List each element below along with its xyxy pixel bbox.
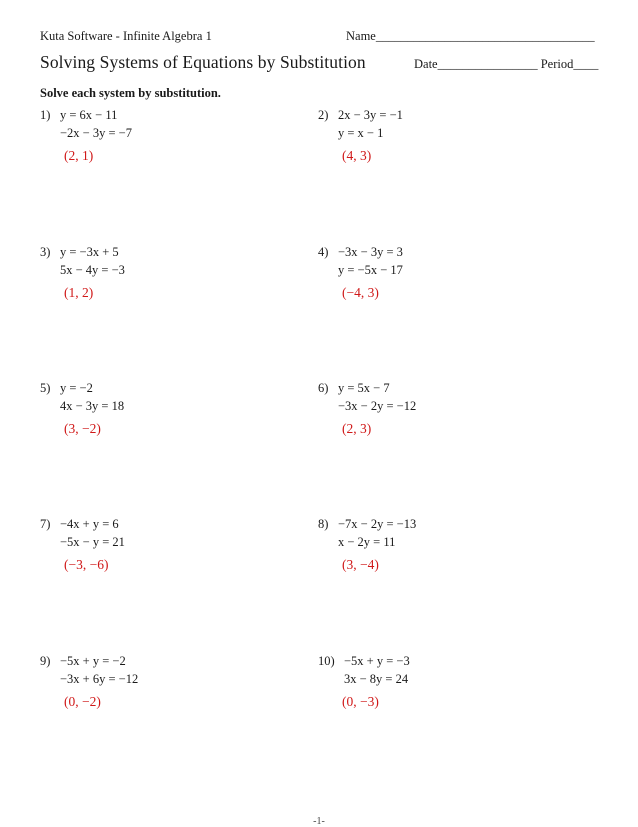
equation-1: −3x − 3y = 3 [338,245,403,259]
equation-1: −4x + y = 6 [60,517,119,531]
software-label: Kuta Software - Infinite Algebra 1 [40,29,212,43]
equation-2: −3x − 2y = −12 [338,399,417,413]
name-field: Name___________________________________ [346,29,595,43]
equation-2: −5x − y = 21 [60,535,125,549]
answer: (0, −3) [342,694,379,709]
equation-2: −3x + 6y = −12 [60,672,139,686]
problem-number: 9) [40,654,51,668]
equation-2: 3x − 8y = 24 [344,672,409,686]
equation-1: y = −2 [60,381,93,395]
equation-2: −2x − 3y = −7 [60,126,132,140]
problem-number: 2) [318,108,329,122]
equation-2: y = x − 1 [338,126,384,140]
problem-number: 8) [318,517,329,531]
equation-1: y = 5x − 7 [338,381,390,395]
instructions: Solve each system by substitution. [40,86,221,100]
equation-1: y = −3x + 5 [60,245,119,259]
equation-2: y = −5x − 17 [338,263,403,277]
answer: (3, −2) [64,421,101,436]
problem-number: 7) [40,517,51,531]
equation-1: −5x + y = −3 [344,654,410,668]
equation-1: −5x + y = −2 [60,654,126,668]
problem-number: 6) [318,381,329,395]
problem-number: 4) [318,245,329,259]
answer: (1, 2) [64,285,94,300]
answer: (2, 1) [64,148,94,163]
answer: (4, 3) [342,148,372,163]
worksheet-title: Solving Systems of Equations by Substitution [40,52,366,72]
problem-number: 5) [40,381,51,395]
date-period-field: Date________________ Period____ [414,57,599,71]
equation-2: 5x − 4y = −3 [60,263,125,277]
answer: (−4, 3) [342,285,379,300]
answer: (0, −2) [64,694,101,709]
equation-2: x − 2y = 11 [338,535,396,549]
page-number: -1- [313,816,325,827]
answer: (3, −4) [342,557,379,572]
problem-number: 3) [40,245,51,259]
equation-1: −7x − 2y = −13 [338,517,417,531]
problem-number: 1) [40,108,51,122]
answer: (−3, −6) [64,557,109,572]
equation-2: 4x − 3y = 18 [60,399,125,413]
problem-number: 10) [318,654,335,668]
answer: (2, 3) [342,421,372,436]
equation-1: y = 6x − 11 [60,108,118,122]
equation-1: 2x − 3y = −1 [338,108,403,122]
